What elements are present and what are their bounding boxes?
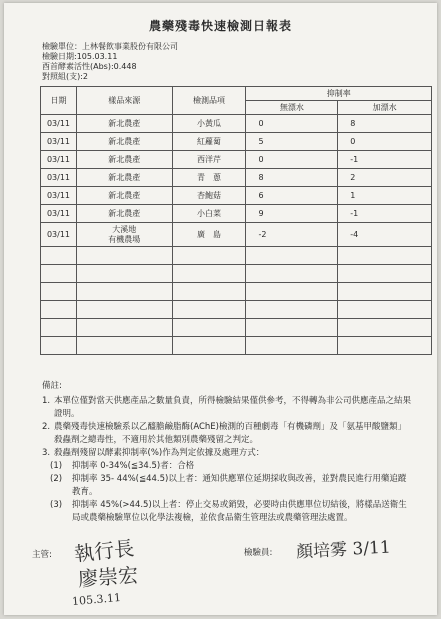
report-title: 農藥殘毒快速檢測日報表 xyxy=(148,19,292,33)
cell-water: -4 xyxy=(338,223,432,247)
notes-header: 備註: xyxy=(42,381,62,391)
supervisor-label: 主管: xyxy=(32,550,52,560)
header-source: 樣品來源 xyxy=(76,87,172,115)
cell-date: 03/11 xyxy=(41,133,77,151)
cell-source xyxy=(76,205,172,223)
cell-source xyxy=(76,151,172,169)
inspection-unit: 檢驗單位：上林餐飲事業股份有限公司 xyxy=(42,42,178,51)
cell-item: 小白菜 xyxy=(172,205,246,223)
cell-no-water: 0 xyxy=(246,151,338,169)
note-subitem xyxy=(50,473,412,499)
report-paper xyxy=(4,3,437,615)
cell-source xyxy=(76,133,172,151)
empty-row xyxy=(41,319,432,337)
empty-row xyxy=(41,337,432,355)
cell-no-water: 9 xyxy=(246,205,338,223)
header-inhibition: 抑制率 xyxy=(246,87,432,101)
note-text: 農藥殘毒快速檢驗系以乙醯膽鹼脂酶(AChE)檢測的百種劇毒「有機磷劑」及「氨基甲酸鹽類」殺蟲劑之總毒性，不適用於其他類別農藥殘留之判定。 xyxy=(54,422,406,445)
source-line: 新北農產 xyxy=(108,118,141,128)
table-row xyxy=(41,169,432,187)
table-row xyxy=(41,133,432,151)
cell-item: 紅蘿蔔 xyxy=(172,133,246,151)
note-item xyxy=(42,447,412,460)
empty-row xyxy=(41,283,432,301)
cell-date: 03/11 xyxy=(41,115,77,133)
note-text: 殺蟲劑殘留以酵素抑制率(%)作為判定依據及處理方式： xyxy=(54,448,265,458)
header-water: 加漂水 xyxy=(338,101,432,115)
note-number: 1. xyxy=(42,396,51,406)
note-number: 2. xyxy=(42,422,51,432)
source-line: 新北農產 xyxy=(108,208,141,218)
cell-item: 小黃瓜 xyxy=(172,115,246,133)
source-line: 新北農產 xyxy=(108,136,141,146)
cell-water: 1 xyxy=(338,187,432,205)
cell-no-water: 8 xyxy=(246,169,338,187)
inspector-signature: 顏培雾 3/11 xyxy=(295,537,392,563)
inspection-date: 檢驗日期:105.03.11 xyxy=(42,52,118,61)
header-date: 日期 xyxy=(41,87,77,115)
cell-item: 廣 島 xyxy=(172,223,246,247)
source-line: 大溪地 xyxy=(112,224,137,234)
cell-no-water: 5 xyxy=(246,133,338,151)
header-no-water: 無漂水 xyxy=(246,101,338,115)
cell-item: 西洋芹 xyxy=(172,151,246,169)
table-row xyxy=(41,115,432,133)
note-subnumber: (1) xyxy=(50,461,63,471)
table-row xyxy=(41,187,432,205)
inspector-label: 檢驗員: xyxy=(244,548,273,558)
empty-row xyxy=(41,265,432,283)
cell-water: -1 xyxy=(338,205,432,223)
note-item xyxy=(42,395,412,421)
source-line: 新北農產 xyxy=(108,154,141,164)
cell-water: 2 xyxy=(338,169,432,187)
table-row xyxy=(41,223,432,247)
enzyme-activity: 酉首酵素活性(Abs):0.448 xyxy=(42,62,137,71)
cell-water: 8 xyxy=(338,115,432,133)
table-row xyxy=(41,151,432,169)
supervisor-signature-date: 105.3.11 xyxy=(71,590,122,609)
table-row xyxy=(41,205,432,223)
supervisor-signature-title: 執行長 xyxy=(73,535,136,567)
source-line: 有機農場 xyxy=(108,234,141,244)
source-line: 新北農產 xyxy=(108,172,141,182)
cell-source xyxy=(76,169,172,187)
cell-date: 03/11 xyxy=(41,169,77,187)
cell-source xyxy=(76,115,172,133)
cell-no-water: 0 xyxy=(246,115,338,133)
note-subnumber: (2) xyxy=(50,474,63,484)
source-line: 新北農產 xyxy=(108,190,141,200)
cell-no-water: -2 xyxy=(246,223,338,247)
cell-source xyxy=(76,223,172,247)
cell-item: 杏鮑菇 xyxy=(172,187,246,205)
empty-row xyxy=(41,247,432,265)
cell-water: 0 xyxy=(338,133,432,151)
note-item xyxy=(42,421,412,447)
note-number: 3. xyxy=(42,448,51,458)
empty-row xyxy=(41,301,432,319)
cell-date: 03/11 xyxy=(41,187,77,205)
cell-date: 03/11 xyxy=(41,151,77,169)
note-subnumber: (3) xyxy=(50,500,63,510)
note-subitem xyxy=(50,499,412,525)
note-subtext: 抑制率 35- 44%(≦44.5)以上者：通知供應單位延期採收與改善，並對農民進行用藥追蹤教育。 xyxy=(72,474,407,497)
header-item: 檢測品項 xyxy=(172,87,246,115)
notes xyxy=(42,380,412,525)
cell-no-water: 6 xyxy=(246,187,338,205)
note-text: 本單位僅對當天供應產品之數量負責，所得檢驗結果僅供參考，不得轉為非公司供應產品之結果證明。 xyxy=(54,396,412,419)
note-subtext: 抑制率 45%(>44.5)以上者：停止交易或銷毀，必要時由供應單位切結後，將樣品送衛生局或農藥檢驗單位以化學法複檢，並依食品衛生管理法或農藥管理法處置。 xyxy=(72,500,407,523)
results-table xyxy=(40,86,432,355)
cell-water: -1 xyxy=(338,151,432,169)
cell-date: 03/11 xyxy=(41,205,77,223)
supervisor-signature-name: 廖崇宏 xyxy=(77,562,139,592)
note-subitem xyxy=(50,460,412,473)
cell-item: 青 蔥 xyxy=(172,169,246,187)
control-group: 對照組(支):2 xyxy=(42,72,89,81)
note-subtext: 抑制率 0-34%(≦34.5)者：合格 xyxy=(72,461,195,471)
cell-date: 03/11 xyxy=(41,223,77,247)
cell-source xyxy=(76,187,172,205)
